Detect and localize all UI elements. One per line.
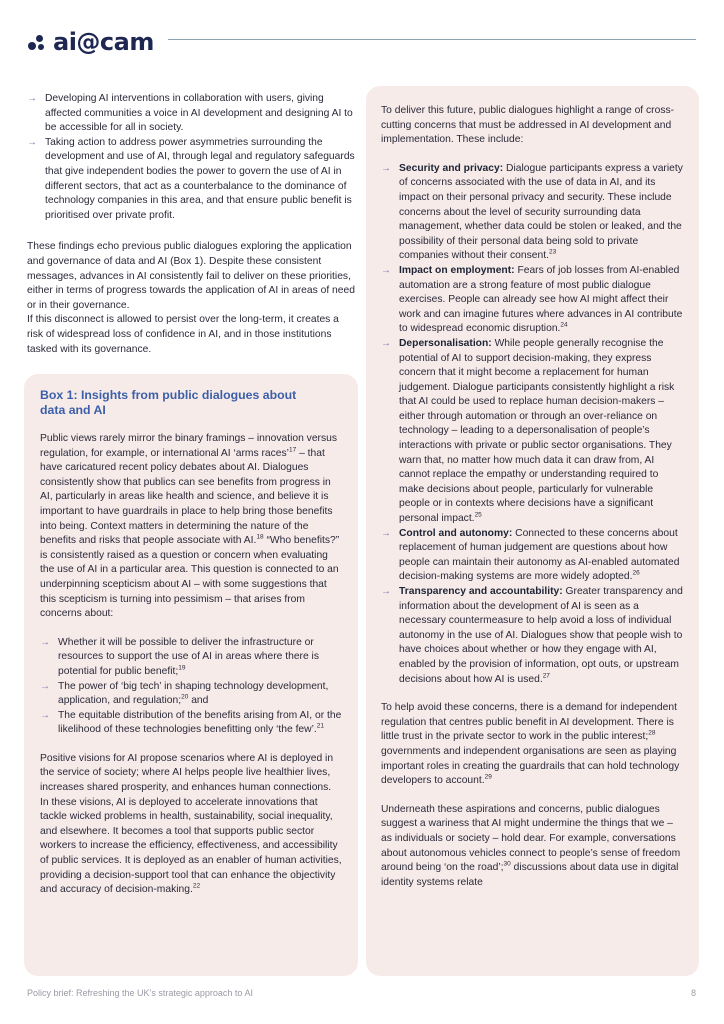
footnote-ref[interactable]: 22 [192,882,201,890]
list-item: → Taking action to address power asymmetries surrounding the development and use of AI, through legal and regulatory safeguards that give independent bodies the power to govern the use of AI in different sectors, that act as a counterbalance to the dominance of technology companies in this area, and that ensure public benefit is prioritised over private profit. [27,136,357,224]
footnote-ref[interactable]: 25 [474,511,482,519]
list-item: → Whether it will be possible to deliver the infrastructure or resources to support the use of AI in areas where there is potential for public benefit;$^{19}$ [40,636,342,680]
list-item: → Security and privacy: Dialogue participants express a variety of concerns associated with the use of data in AI, and its impact on their personal privacy and security. These include concerns about the level of security surrounding data management, whether data could be stolen or leaked, and the possibility of their personal data being sold to private companies without their consent.$^{23}$ [381,162,683,264]
footnote-ref[interactable]: 23 [548,248,557,256]
paragraph: These findings echo previous public dialogues exploring the application and governance of data and AI (Box 1). Despite these consistent messages, advances in AI consistently fail to deliver on these priorities, either in terms of progress towards the application of AI in areas of need or in their governance. [27,241,355,311]
regulation-paragraph: To help avoid these concerns, there is a demand for independent regulation that centres public benefit in AI development. There is little trust in the private sector to work in the public interest;$^{28}$ governments and independent organisations are seen as playing important roles in creating the guardrails that can hold technology developers to account.$^{29}$ [381,702,680,787]
footnote-ref[interactable]: 28 [648,729,656,737]
footnote-ref[interactable]: 24 [560,321,568,329]
footnote-ref[interactable]: 17 [288,446,297,454]
aspirations-paragraph: Underneath these aspirations and concerns, public dialogues suggest a wariness that AI might undermine the things that we – as individuals or society – hold dear. For example, conversations about autonomous vehicles connect to people’s sense of freedom around being ‘on the road’;$^{30}$ discussions about data use in digital identity systems relate [381,803,681,888]
list-item: → The power of ‘big tech’ in shaping technology development, application, and regulation;$^{20}$ and [40,680,342,709]
list-item: → Developing AI interventions in collaboration with users, giving affected communities a voice in AI development and designing AI to be accessible for all in society. [27,92,357,136]
footnote-ref[interactable]: 18 [256,533,264,541]
right-column-panel [366,86,699,976]
logo-text: ai@cam [53,28,154,56]
intro-bullet-list [27,92,357,223]
footnote-ref[interactable]: 21 [316,722,324,730]
page-number: 8 [690,988,696,998]
box-1-title: Box 1: Insights from public dialogues about data and AI [40,388,297,417]
footnote-ref[interactable]: 29 [484,773,492,781]
footnote-ref[interactable]: 19 [178,664,186,672]
list-item: → The equitable distribution of the benefits arising from AI, or the likelihood of these technologies benefitting only ‘the few’.$^{21}$ [40,709,342,738]
list-item: → Depersonalisation: While people generally recognise the potential of AI to support decision-making, they express concern that it might become a replacement for human judgement. Dialogue participants consistently highlight a risk that AI could be used to replace human decision-makers – either through automation or through an over-reliance on technology – leading to a depersonalisation of people’s interactions with private or public sector organisations. They warn that, no matter how much data it can draw from, AI cannot replace the empathy or understanding required to make decisions about people, particularly for vulnerable people or in contexts where decisions have a significant personal impact.$^{25}$ [381,337,683,527]
footnote-ref[interactable]: 20 [181,693,189,701]
box-1-paragraph-2: Positive visions for AI propose scenarios where AI is deployed in the service of society; where AI helps people live healthier lives, increases shared prosperity, and enhances human connections. In these visions, AI is deployed to accelerate innovations that tackle wicked problems in health, sustainability, social inequality, and elsewhere. It becomes a tool that supports public sector workers to increase the efficiency, effectiveness, and accessibility of public services. It is deployed as an enabler of human activities, providing a decision-support tool that can enhance the objectivity and accuracy of decision-making.$^{22}$ [40,752,342,896]
paragraph: If this disconnect is allowed to persist over the long-term, it creates a risk of widespread loss of confidence in AI, and in those institutions tasked with its governance. [27,314,339,355]
footer-document-title: Policy brief: Refreshing the UK’s strategic approach to AI [27,988,253,998]
header-divider [168,39,696,40]
ai-at-cam-logo [27,28,154,56]
footnote-ref[interactable]: 27 [542,672,550,680]
box-1-panel [24,374,358,976]
box-1-bullet-list [40,636,342,738]
footnote-ref[interactable]: 30 [503,860,511,868]
list-item: → Control and autonomy: Connected to these concerns about replacement of human judgement are questions about how people can maintain their autonomy as AI-enabled automated decision-making systems are more widely adopted.$^{26}$ [381,527,683,585]
list-item: → Transparency and accountability: Greater transparency and information about the development of AI is seen as a necessary countermeasure to help avoid a loss of individual autonomy in the use of AI. Dialogues show that people wish to have choices about whether or how they engage with AI, enabled by the provision of information, opt outs, or upstream decisions about how AI is used.$^{27}$ [381,585,683,687]
box-1-paragraph-1: Public views rarely mirror the binary framings – innovation versus regulation, for example, or international AI ‘arms races’$^{17}$ – that have caricatured recent policy debates about AI. Dialogues consistently show that publics can see benefits from progress in AI, particularly in areas like health and science, and believe it is important to have guardrails in place to help bring those benefits into being. Context matters in determining the nature of the benefits and risks that people associate with AI.$^{18}$ “Who benefits?” is consistently raised as a question or concern when evaluating the use of AI in a particular area. This question is connected to an underpinning scepticism about AI – with some suggestions that this scepticism is turning into pessimism – that arises from concerns about: [40,433,340,620]
footnote-ref[interactable]: 26 [632,569,640,577]
left-column-intro [27,92,357,357]
right-intro-paragraph: To deliver this future, public dialogues highlight a range of cross-cutting concerns that must be addressed in AI development and implementation. These include: [381,105,675,146]
concerns-bullet-list [381,162,683,687]
logo-dots-icon [27,33,47,51]
list-item: → Impact on employment: Fears of job losses from AI-enabled automation are a strong feature of most public dialogue exercises. People can already see how AI might affect their work and can imagine futures where advances in AI contribute to widespread economic disruption.$^{24}$ [381,264,683,337]
